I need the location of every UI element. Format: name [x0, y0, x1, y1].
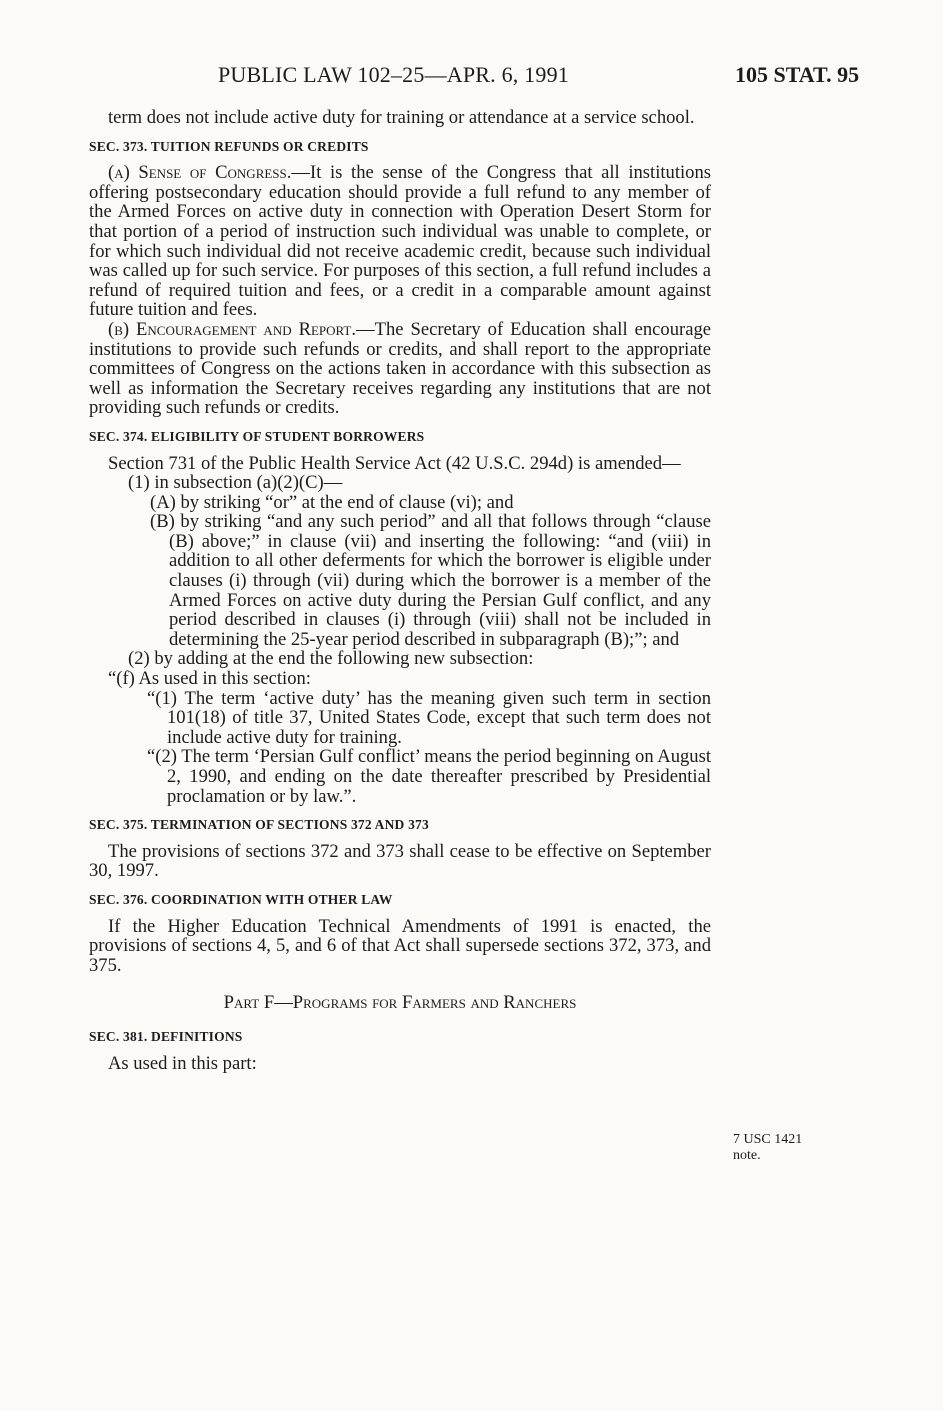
section-381-heading: SEC. 381. DEFINITIONS [89, 1028, 243, 1044]
margin-citation-note [733, 1132, 853, 1164]
section-374-f-paragraph-2: “(2) The term ‘Persian Gulf conflict’ means the period beginning on August 2, 1990, and ending on the date thereafter prescribed by Presidential proclamation or by law.”. [147, 746, 711, 807]
section-373-subsection-b [89, 320, 711, 418]
paragraph-continuation: term does not include active duty for training or attendance at a service school. [108, 107, 695, 128]
margin-note-line-2: note. [733, 1148, 761, 1163]
subsection-a-label: (a) Sense of Congress. [108, 162, 292, 184]
document-body [89, 108, 711, 1073]
margin-note-line-1: 7 USC 1421 [733, 1132, 803, 1147]
section-374-subsection-f: “(f) As used in this section: [108, 668, 311, 690]
subsection-b-text: —The Secretary of Education shall encourage institutions to provide such refunds or credits, and shall report to the appropriate committees of Congress on the actions taken in accordance with this subsection as well as information the Secretary receives regarding any institutions that are not providing such refunds or credits. [89, 318, 711, 419]
section-373-subsection-a [89, 163, 711, 320]
section-374-clause-B: (B) by striking “and any such period” and all that follows through “clause (B) above;” in clause (vii) and inserting the following: “and (viii) in addition to all other deferments for which the borrower is eligible under clauses (i) through (vii) during which the borrower is a member of the Armed Forces on active duty during the Persian Gulf conflict, and any period described in clauses (i) through (viii) shall not be included in determining the 25-year period described in subparagraph (B);”; and [150, 511, 711, 650]
running-header-title: PUBLIC LAW 102–25—APR. 6, 1991 [218, 62, 569, 87]
section-373-heading: SEC. 373. TUITION REFUNDS OR CREDITS [89, 138, 369, 154]
section-374-f-paragraph-1: “(1) The term ‘active duty’ has the meaning given such term in section 101(18) of title 37, United States Code, except that such term does not include active duty for training. [147, 687, 711, 748]
section-375-heading: SEC. 375. TERMINATION OF SECTIONS 372 AND 373 [89, 817, 429, 833]
statute-page-number: 105 STAT. 95 [735, 62, 860, 87]
section-374-clause-A: (A) by striking “or” at the end of clause (vi); and [150, 491, 514, 513]
subsection-a-text: —It is the sense of the Congress that all institutions offering postsecondary education should provide a full refund to any member of the Armed Forces on active duty in connection with Operation Desert Storm for that portion of a period of instruction such individual was unable to complete, or for which such individual did not receive academic credit, because such individual was called up for such service. For purposes of this section, a full refund includes a refund of required tuition and fees, or a credit in a comparable amount against future tuition and fees. [89, 162, 711, 321]
subsection-b-label: (b) Encouragement and Report. [108, 318, 357, 340]
section-374-paragraph-1: (1) in subsection (a)(2)(C)— [128, 472, 343, 494]
section-375-text: The provisions of sections 372 and 373 shall cease to be effective on September 30, 1997. [89, 840, 711, 882]
section-374-paragraph-2: (2) by adding at the end the following new subsection: [128, 648, 534, 670]
part-f-heading: Part F—Programs for Farmers and Ranchers [223, 992, 577, 1014]
section-376-text: If the Higher Education Technical Amendments of 1991 is enacted, the provisions of sections 4, 5, and 6 of that Act shall supersede sections 372, 373, and 375. [89, 915, 711, 976]
section-376-heading: SEC. 376. COORDINATION WITH OTHER LAW [89, 891, 393, 907]
section-374-heading: SEC. 374. ELIGIBILITY OF STUDENT BORROWERS [89, 428, 425, 444]
section-381-text: As used in this part: [108, 1052, 257, 1074]
section-374-intro: Section 731 of the Public Health Service Act (42 U.S.C. 294d) is amended— [108, 452, 681, 474]
